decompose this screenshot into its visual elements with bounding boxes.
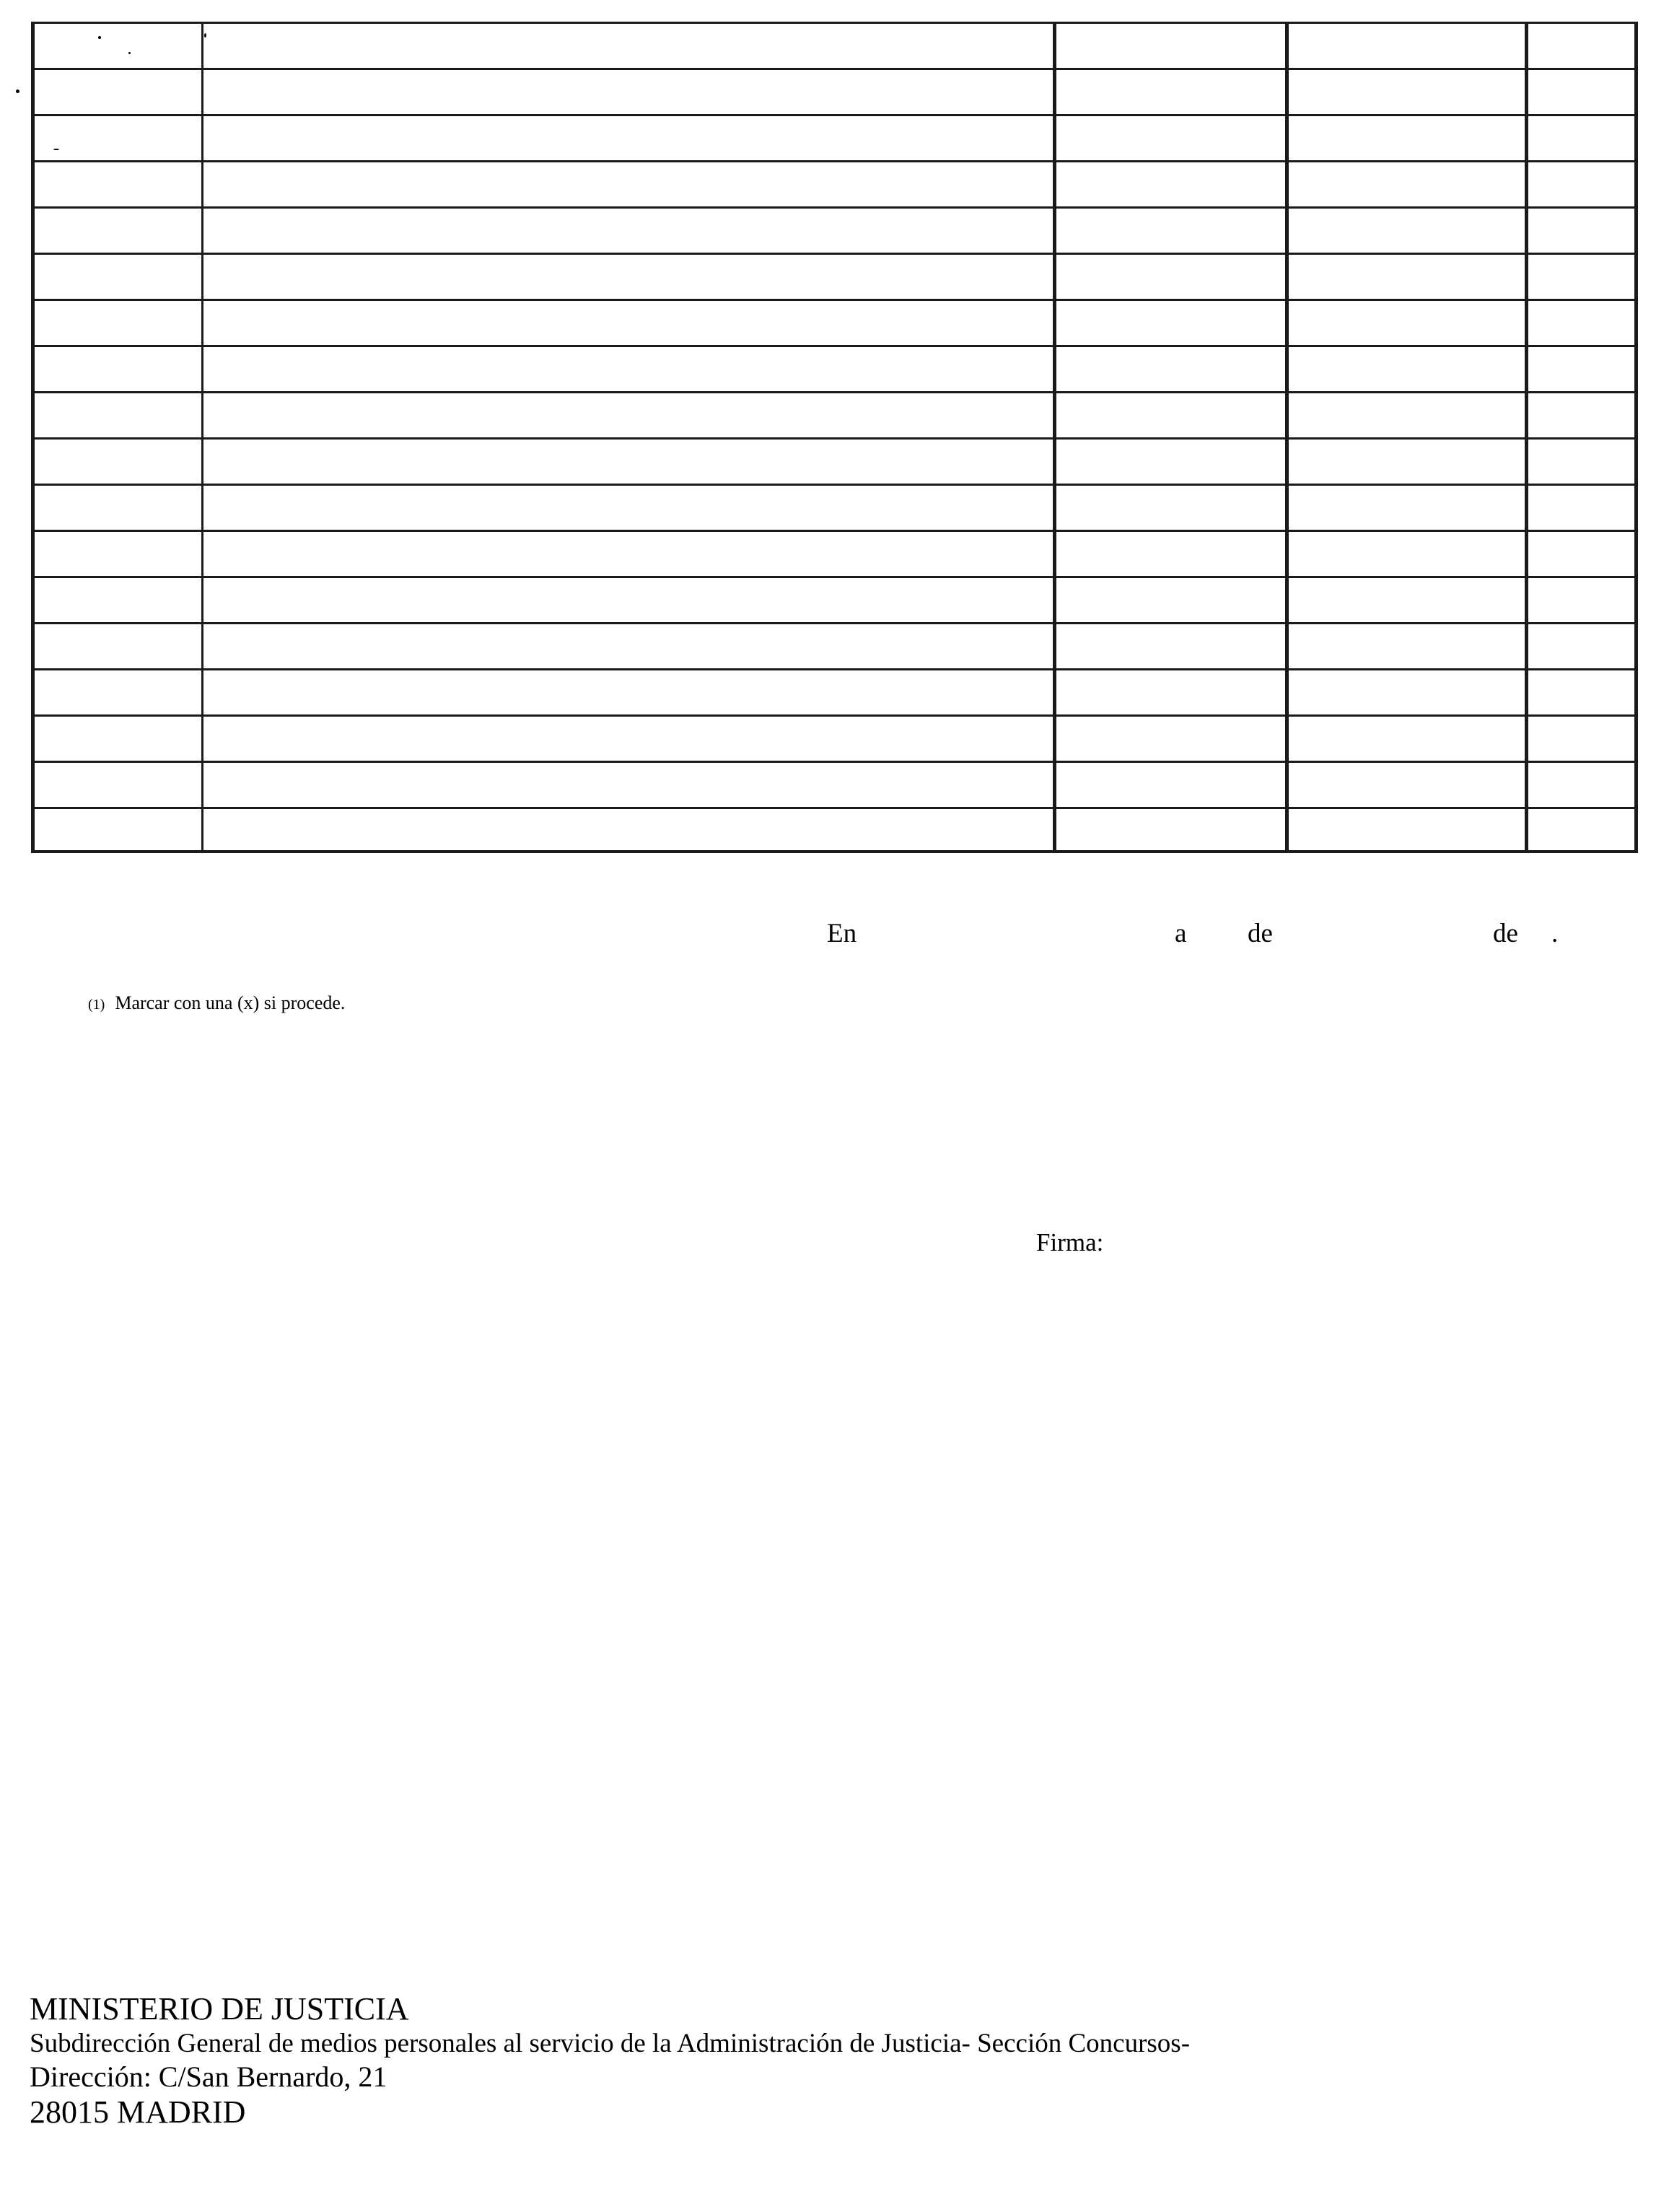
table-row-rule <box>31 160 1638 162</box>
table-row-rule <box>31 299 1638 301</box>
table-row-rule <box>31 714 1638 717</box>
table-row-rule <box>31 576 1638 578</box>
date-en-label: En <box>827 919 857 948</box>
date-de-label-2: de <box>1493 919 1518 948</box>
table-row-rule <box>31 622 1638 624</box>
table-top-rule <box>31 22 1638 24</box>
ministry-address-block <box>30 1990 1190 2131</box>
table-row-rule <box>31 114 1638 116</box>
table-column-rule <box>1285 22 1289 853</box>
table-column-rule <box>1053 22 1056 853</box>
table-row-rule <box>31 530 1638 532</box>
footnote <box>88 992 345 1014</box>
signature-label: Firma: <box>1036 1228 1104 1256</box>
table-row-rule <box>31 761 1638 763</box>
ministry-title: MINISTERIO DE JUSTICIA <box>30 1991 409 2027</box>
scan-speck <box>204 33 206 38</box>
form-table <box>31 22 1638 853</box>
ministry-city: 28015 MADRID <box>30 2094 246 2130</box>
scan-speck <box>98 36 101 39</box>
scan-speck <box>128 52 131 54</box>
scan-speck <box>53 149 59 150</box>
table-row-rule <box>31 668 1638 670</box>
table-column-rule <box>1525 22 1528 853</box>
table-column-rule <box>201 22 203 853</box>
table-row-rule <box>31 68 1638 70</box>
table-row-rule <box>31 807 1638 809</box>
date-a-label: a <box>1175 919 1187 948</box>
table-row-rule <box>31 437 1638 440</box>
table-column-rule <box>31 22 35 853</box>
footnote-text: Marcar con una (x) si procede. <box>115 992 346 1013</box>
footnote-number: (1) <box>88 997 105 1013</box>
date-de-label-1: de <box>1248 919 1273 948</box>
scan-speck <box>16 89 19 93</box>
ministry-address: Dirección: C/San Bernardo, 21 <box>30 2060 387 2093</box>
table-bottom-rule <box>31 850 1638 853</box>
ministry-subdirectorate: Subdirección General de medios personales al servicio de la Administración de Justicia- Sección Concursos- <box>30 2028 1191 2058</box>
table-row-rule <box>31 391 1638 393</box>
table-column-rule <box>1634 22 1638 853</box>
date-end-period: . <box>1551 919 1559 948</box>
table-row-rule <box>31 206 1638 209</box>
table-row-rule <box>31 253 1638 255</box>
table-row-rule <box>31 345 1638 347</box>
table-row-rule <box>31 484 1638 486</box>
